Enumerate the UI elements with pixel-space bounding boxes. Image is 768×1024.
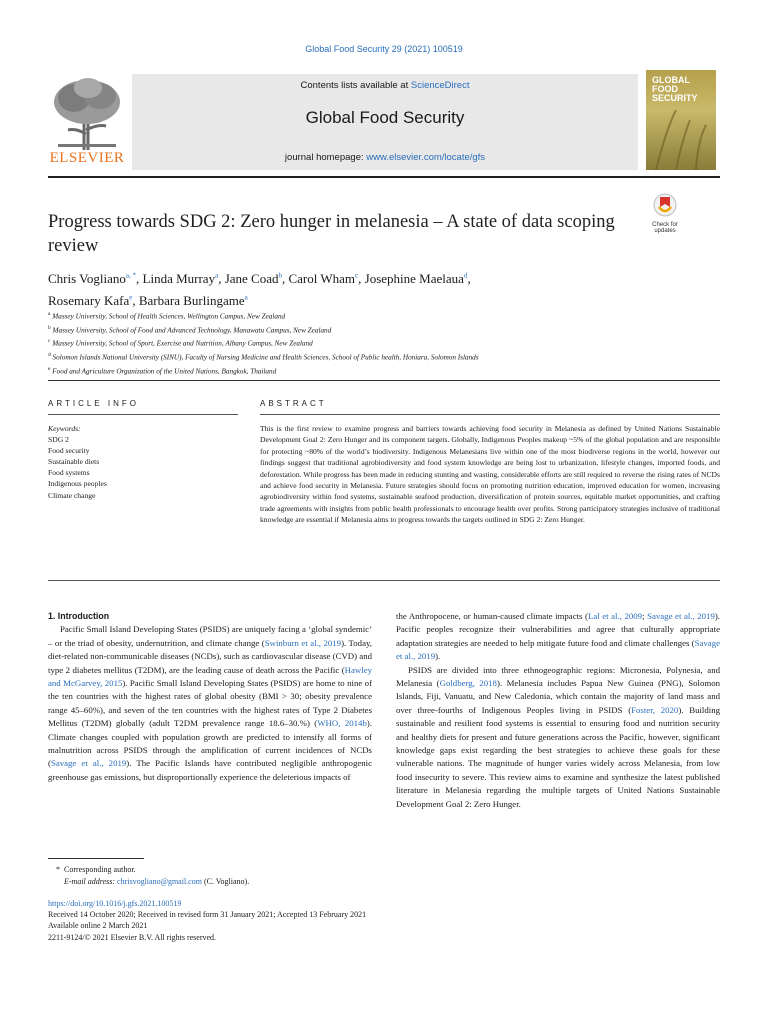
body-text: ). The Pacific Islands have contributed negligible anthropogenic greenhouse gas emissions, but disproportionally experience the deleterious impacts of — [48, 758, 372, 782]
citation-link[interactable]: Savage et al., 2019 — [647, 611, 715, 621]
contents-prefix: Contents lists available at — [300, 80, 411, 91]
affiliation: $^d$ Solomon Islands National University (SINU), Faculty of Nursing Medicine and Health Sciences, School of Public health, Honiara, Solomon Islands — [48, 352, 479, 362]
sciencedirect-link[interactable]: ScienceDirect — [410, 80, 470, 91]
journal-band — [132, 74, 638, 170]
affiliation: $^c$ Massey University, School of Sport, Exercise and Nutrition, Albany Campus, New Zealand — [48, 338, 313, 348]
section-heading-introduction: 1. Introduction — [48, 611, 110, 621]
contents-line — [132, 80, 638, 91]
badge-line-2: updates — [654, 228, 676, 234]
keyword: Indigenous peoples — [48, 479, 107, 489]
doi-link[interactable]: https://doi.org/10.1016/j.gfs.2021.100519 — [48, 899, 182, 908]
body-text: the Anthropocene, or human-caused climate impacts ( — [396, 611, 588, 621]
citation-link[interactable]: Lal et al., 2009 — [587, 611, 643, 621]
abstract-text: This is the first review to examine progress and barriers towards achieving food security in Melanesia as defined by United Nations Sustainable Development Goal 2: Zero Hunger and its component targets. Globally, Indigenous Peoples makeup ~5% of the global population and are responsible for protecting ~80% of the world’s biodiversity. Indigenous Melanesians live within one of the most biodiverse regions in the world, however our findings suggest that traditional agrobiodiversity and food system knowledge are being lost to urbanization, lifestyle changes, imported foods, and deforestation. While progress has been made in reducing stunting and wasting, considerable efforts are still required to reverse the rising rates of NCDs and achieve food security in Melanesia. Future strategies should focus on promoting nutrition education, improved education for women, increasing agrobiodiversity within food systems, sustainable seafood production, diversification of protein sources, equitable market opportunities, and crafting trade agreements with insights from public health professionals to encourage health over profits. Strong participatory strategies inclusive of traditional knowledge are essential if Melanesia aims to progress towards the targets outlined in SDG 2: Zero Hunger. — [260, 424, 720, 525]
publication-info — [48, 898, 548, 943]
intro-paragraph-1-continued — [396, 610, 720, 664]
affiliation: $^a$ Massey University, School of Health Sciences, Wellington Campus, New Zealand — [48, 311, 286, 321]
abstract-heading: ABSTRACT — [260, 399, 327, 408]
citation-link[interactable]: Hawley and McGarvey, 2015 — [48, 664, 372, 689]
affiliation: $^e$ Food and Agriculture Organization of the United Nations, Bangkok, Thailand — [48, 365, 277, 376]
journal-title: Global Food Security — [305, 108, 465, 127]
author[interactable]: Jane Coad$^b$, — [224, 271, 289, 287]
intro-paragraph-1 — [48, 623, 372, 784]
homepage-prefix: journal homepage: — [284, 152, 367, 163]
badge-line-1: Check for — [652, 222, 678, 228]
author[interactable]: Carol Wham$^c$, — [288, 271, 365, 287]
author-email-link[interactable]: chrisvogliano@gmail.com — [117, 877, 202, 886]
body-text: PSIDS are divided into three ethnogeographic regions: Micronesia, Polynesia, and Melanesia ( — [396, 664, 720, 689]
abstract-bottom-rule — [48, 580, 720, 581]
article-title: Progress towards SDG 2: Zero hunger in melanesia – A state of data scoping review — [48, 212, 615, 256]
keyword: Food systems — [48, 468, 90, 478]
intro-paragraph-2 — [396, 664, 720, 811]
author[interactable]: Barbara Burlingame$^a$ — [138, 292, 248, 308]
available-online: Available online 2 March 2021 — [48, 921, 148, 931]
body-column-right — [396, 610, 720, 811]
body-text: ). Today, diet-related non-communicable diseases (NCDs), such as cardiovascular disease (CVD) and type 2 diabetes mellitus (T2DM), are the leading cause of death across the Pacific ( — [48, 637, 372, 675]
body-text: ). — [435, 651, 441, 662]
body-text: ). Climate changes coupled with population growth are predicted to intensify all forms of malnutrition across PSIDS through the amplification of current incidences of NCDs ( — [48, 718, 372, 769]
author[interactable]: Rosemary Kafa$^e$, — [48, 292, 139, 308]
keyword: Sustainable diets — [48, 457, 100, 467]
article-info-rule — [48, 414, 238, 415]
affiliation: $^b$ Massey University, School of Food and Advanced Technology, Manawatu Campus, New Zealand — [48, 324, 332, 335]
journal-header — [48, 66, 720, 174]
citation-link[interactable]: Savage et al., 2019 — [396, 637, 720, 662]
email-note: E-mail address: chrisvogliano@gmail.com (C. Vogliano). — [64, 877, 250, 886]
body-text: ). Melanesia includes Papua New Guinea (PNG), Solomon Islands, Fiji, Vanuatu, and New Caledonia, which contain the majority of land mass and over three-fourths of Indigenous Peoples living in PSIDS ( — [396, 678, 721, 715]
journal-cover-thumbnail[interactable] — [646, 70, 716, 170]
check-for-updates-badge[interactable] — [645, 193, 685, 233]
keyword: SDG 2 — [48, 435, 69, 445]
abstract-rule — [260, 414, 720, 415]
header-rule — [48, 176, 720, 178]
body-text: ; — [642, 611, 648, 621]
body-text: ). Building sustainable and resilient food systems is essential to ensuring food and nutrition security and healthy diets for present and future generations across the Pacific, however, significant knowledge gaps exist regarding the best strategies to achieve these goals for these vulnerable nations. The magnitude of hunger varies widely across Melanesia, from low food insecurity to severe. This review aims to examine and synthesize the latest published literature in Melanesia regarding the multiple targets of United Nations Sustainable Development Goal 2: Zero Hunger. — [396, 704, 721, 809]
journal-homepage-link[interactable]: www.elsevier.com/locate/gfs — [366, 152, 486, 163]
body-text: ). Pacific Small Island Developing States (PSIDS) are home to nine of the ten countries with the highest rates of global obesity (BMI > 30; obesity prevalence range 45–60%), and seven of the ten countries with the highest rates of Type 2 Diabetes Mellitus (T2DM) globally (adult T2DM prevalence range 18.6–30.%) ( — [48, 678, 372, 729]
homepage-line — [132, 152, 638, 163]
title-block-rule — [48, 380, 720, 381]
body-text: Pacific Small Island Developing States (PSIDS) are uniquely facing a ‘global syndemic’ – or the triad of obesity, undernutrition, and climate change ( — [48, 624, 372, 648]
author[interactable]: Linda Murray$^a$, — [142, 271, 225, 287]
copyright: 2211-9124/© 2021 Elsevier B.V. All rights reserved. — [48, 932, 217, 942]
body-text: ). Pacific peoples recognize their vulnerabilities and agree that culturally appropriate adaptation strategies are needed to help mitigate future food and climate challenges ( — [396, 611, 720, 648]
keyword: Food security — [48, 446, 90, 456]
footnote-rule — [48, 858, 144, 859]
keywords-list — [48, 423, 228, 501]
footnotes — [56, 864, 556, 888]
cover-title: GLOBAL FOOD SECURITY — [652, 75, 698, 103]
affiliations — [48, 309, 728, 377]
publisher-wordmark[interactable]: ELSEVIER — [49, 150, 125, 166]
citation-link[interactable]: Foster, 2020 — [631, 704, 679, 715]
article-info-heading: ARTICLE INFO — [48, 399, 139, 408]
citation-link[interactable]: WHO, 2014b — [317, 718, 367, 729]
check-for-updates-icon — [653, 193, 677, 217]
author-list — [48, 267, 668, 310]
author[interactable]: Josephine Maelaua$^d$, — [364, 271, 471, 287]
citation-link[interactable]: Swinburn et al., 2019 — [264, 637, 342, 648]
corresponding-author-note: * Corresponding author. — [56, 865, 136, 874]
author[interactable]: Chris Vogliano$^{a, *}$, — [48, 271, 143, 287]
keywords-label: Keywords: — [48, 424, 81, 433]
received-dates: Received 14 October 2020; Received in revised form 31 January 2021; Accepted 13 February 2021 — [48, 910, 367, 920]
journal-citation[interactable]: Global Food Security 29 (2021) 100519 — [305, 44, 463, 54]
keyword: Climate change — [48, 490, 96, 500]
citation-link[interactable]: Savage et al., 2019 — [50, 758, 127, 769]
body-column-left — [48, 610, 372, 784]
citation-link[interactable]: Goldberg, 2018 — [439, 678, 497, 689]
